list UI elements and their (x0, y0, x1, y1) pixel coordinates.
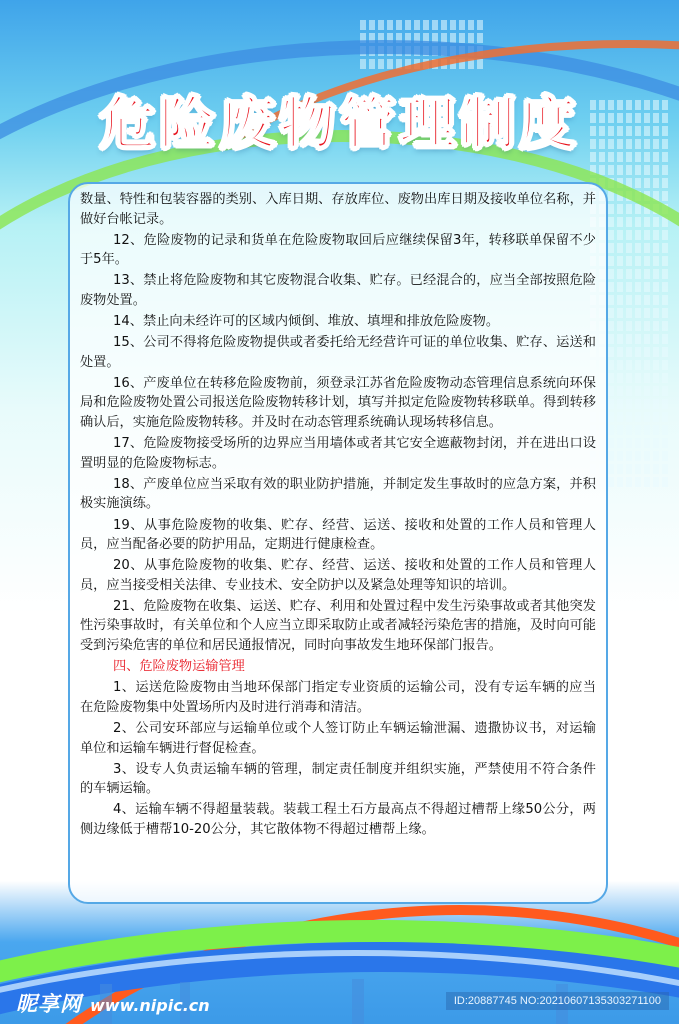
section-heading-transport: 四、危险废物运输管理 (113, 659, 245, 675)
paragraph-17: 17、危险废物接受场所的边界应当用墙体或者其它安全遮蔽物封闭，并在进出口设置明显的危险废物标志。 (80, 436, 596, 471)
transport-paragraph-1: 1、运送危险废物由当地环保部门指定专业资质的运输公司，没有专运车辆的应当在危险废物集中处置场所内及时进行消毒和清洁。 (80, 680, 596, 715)
transport-paragraph-4: 4、运输车辆不得超量装载。装载工程土石方最高点不得超过槽帮上缘50公分，两侧边缘低于槽帮10-20公分，其它散体物不得超过槽帮上缘。 (80, 802, 596, 837)
paragraph-19: 19、从事危险废物的收集、贮存、经营、运送、接收和处置的工作人员和管理人员，应当配备必要的防护用品，定期进行健康检查。 (80, 517, 596, 553)
transport-paragraph-2: 2、公司安环部应与运输单位或个人签订防止车辆运输泄漏、遗撒协议书，对运输单位和运输车辆进行督促检查。 (80, 720, 596, 756)
paragraph-15: 15、公司不得将危险废物提供或者委托给无经营许可证的单位收集、贮存、运送和处置。 (80, 335, 596, 370)
poster-title: 危险废物管理制度 (99, 92, 580, 157)
paragraph-16: 16、产废单位在转移危险废物前，须登录江苏省危险废物动态管理信息系统向环保局和危险废物处置公司报送危险废物转移计划，填写并拟定危险废物转移联单。得到转移确认后，实施危险废物转移。并及时在动态管理系统确认现场转移信息。 (80, 375, 596, 431)
paragraph-13: 13、禁止将危险废物和其它废物混合收集、贮存。已经混合的，应当全部按照危险废物处置。 (80, 273, 596, 308)
paragraph: 数量、特性和包装容器的类别、入库日期、存放库位、废物出库日期及接收单位名称，并做好台帐记录。 (80, 192, 596, 227)
content-panel (68, 182, 608, 904)
site-url: www.nipic.cn (90, 996, 210, 1015)
logo-text: 昵享网 (16, 992, 82, 1016)
paragraph-20: 20、从事危险废物的收集、贮存、经营、运送、接收和处置的工作人员和管理人员，应当接受相关法律、专业技术、安全防护以及紧急处理等知识的培训。 (80, 558, 596, 593)
footer-watermark-bar (0, 974, 679, 1024)
paragraph-12: 12、危险废物的记录和货单在危险废物取回后应继续保留3年，转移联单保留不少于5年。 (80, 232, 596, 268)
paragraph-18: 18、产废单位应当采取有效的职业防护措施，并制定发生事故时的应急方案，并积极实施演练。 (80, 476, 596, 512)
image-id-label: ID:20887745 NO:20210607135303271100 (446, 992, 669, 1010)
transport-paragraph-3: 3、设专人负责运输车辆的管理，制定责任制度并组织实施，严禁使用不符合条件的车辆运输。 (80, 761, 596, 797)
paragraph-14: 14、禁止向未经许可的区域内倾倒、堆放、填埋和排放危险废物。 (113, 314, 500, 330)
site-logo (16, 988, 210, 1018)
paragraph-21: 21、危险废物在收集、运送、贮存、利用和处置过程中发生污染事故或者其他突发性污染事故时，有关单位和个人应当立即采取防止或者减轻污染危害的措施，及时向可能受到污染危害的单位和居民通报情况，同时向事故发生地环保部门报告。 (80, 598, 596, 654)
